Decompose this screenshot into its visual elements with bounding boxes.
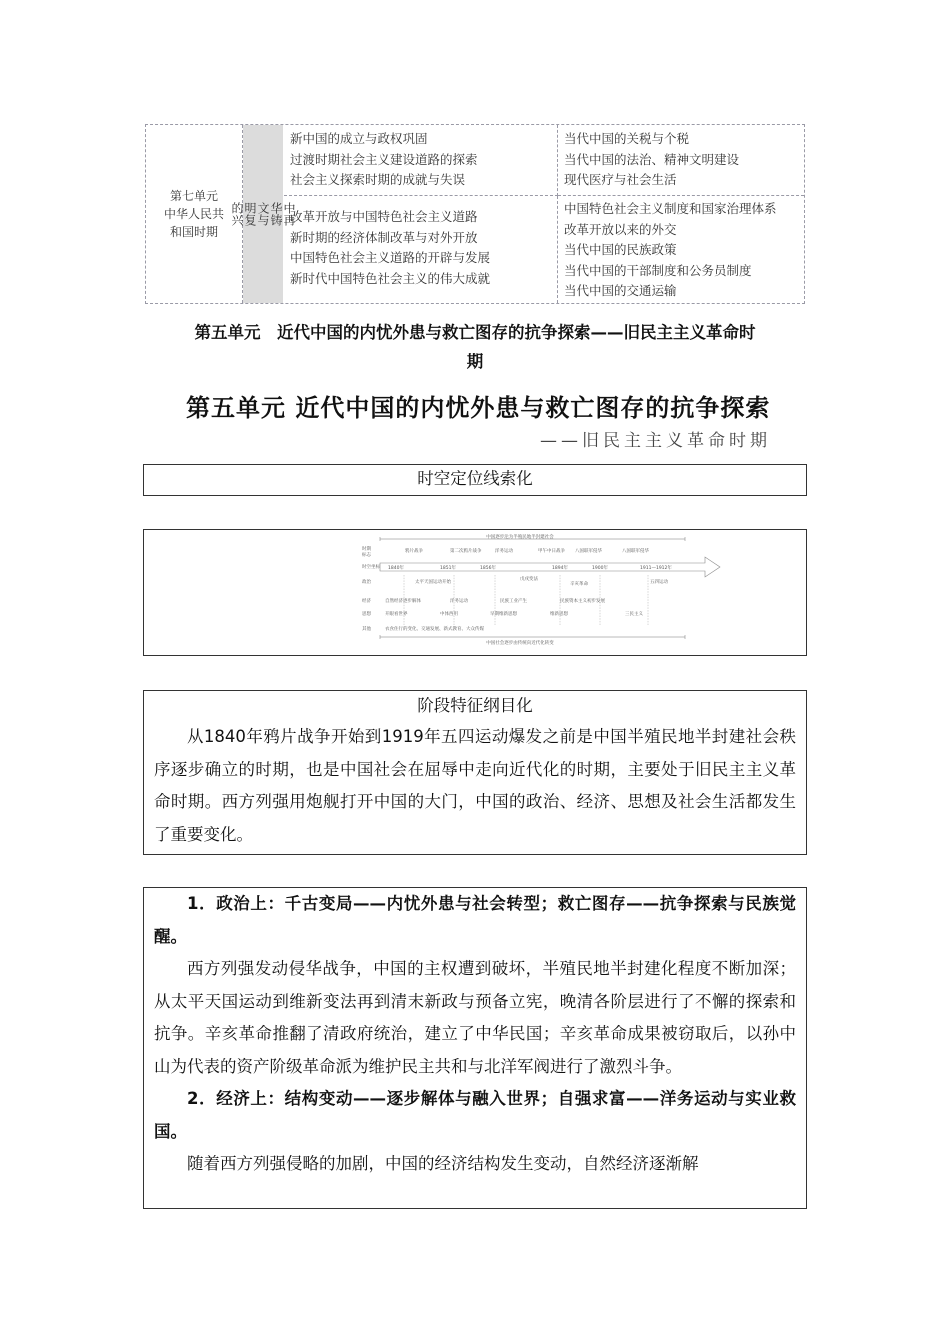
thought-label: 维新思想	[550, 612, 568, 617]
topic-item: 新时期的经济体制改革与对外开放	[290, 229, 478, 245]
stage-features-paragraph: 从1840年鸦片战争开始到1919年五四运动爆发之前是中国半殖民地半封建社会秩序逐步确立的时期，也是中国社会在屈辱中走向近代化的时期，主要处于旧民主主义革命时期。西方列强用炮舰打开中国的大门，中国的政治、经济、思想及社会生活都发生了重要变化。	[154, 727, 796, 844]
topic-item: 当代中国的民族政策	[564, 242, 677, 257]
theme-column: 中再	[282, 202, 296, 226]
politics-label: 辛亥革命	[570, 582, 588, 587]
topic-cell-bottom-right	[558, 196, 804, 303]
unit-heading	[145, 318, 805, 376]
timeline-title: 时空定位线索化	[417, 469, 533, 488]
row-label: 时空坐标	[362, 565, 380, 570]
bottom-label: 中国社会逐步由传统向近代化转变	[486, 641, 554, 646]
row-label: 思想	[362, 612, 371, 617]
sections-box	[143, 887, 807, 1209]
timeline-title-box	[143, 464, 807, 496]
topic-item: 当代中国的法治、精神文明建设	[564, 151, 740, 167]
topic-item: 现代医疗与社会生活	[564, 172, 677, 187]
theme-column: 明复	[243, 202, 257, 226]
unit-heading-line: 期	[466, 352, 484, 371]
year-label: 1911—1912年	[640, 566, 672, 571]
thought-label: 早期维新思想	[490, 612, 517, 617]
unit-label-line: 和国时期	[169, 225, 218, 239]
event-label: 鸦片战争	[405, 549, 423, 554]
thought-label: 中体西用	[440, 612, 458, 617]
event-label: 甲午中日战争	[538, 549, 565, 554]
economy-label: 民族资本主义初步发展	[560, 599, 605, 604]
topic-item: 改革开放以来的外交	[564, 221, 677, 237]
politics-label: 太平天国运动开始	[415, 580, 451, 585]
topic-item: 当代中国的干部制度和公务员制度	[564, 262, 752, 278]
section-heading: 1．政治上：千古变局——内忧外患与社会转型；救亡图存——抗争探索与民族觉醒。	[154, 894, 796, 946]
unit-label-cell	[146, 125, 243, 303]
topic-item: 社会主义探索时期的成就与失误	[290, 172, 466, 187]
top-label: 中国逐步沦为半殖民地半封建社会	[486, 535, 554, 540]
banner-subtitle: ——旧民主主义革命时期	[540, 431, 771, 451]
row-label: 经济	[362, 599, 371, 604]
unit-banner	[186, 388, 771, 452]
topic-item: 中国特色社会主义制度和国家治理体系	[564, 201, 777, 216]
timeline-figure-box	[143, 529, 807, 656]
row-label: 标志	[362, 553, 371, 558]
section-body: 随着西方列强侵略的加剧，中国的经济结构发生变动，自然经济逐渐解	[187, 1154, 699, 1173]
year-label: 1900年	[592, 566, 608, 571]
year-label: 1856年	[480, 566, 496, 571]
politics-label: 五四运动	[650, 580, 668, 585]
topic-item: 当代中国的关税与个税	[564, 131, 690, 146]
banner-title: 第五单元 近代中国的内忧外患与救亡图存的抗争探索	[186, 393, 771, 422]
topic-item: 新时代中国特色社会主义的伟大成就	[290, 270, 491, 286]
topic-cell-top-right	[558, 125, 804, 196]
section-heading: 2．经济上：结构变动——逐步解体与融入世界；自强求富——洋务运动与实业救国。	[154, 1089, 796, 1141]
event-label: 第二次鸦片战争	[450, 549, 482, 554]
unit-label-line: 第七单元	[169, 189, 218, 203]
politics-label: 戊戌变法	[520, 577, 538, 582]
timeline-figure	[360, 530, 740, 654]
event-label: 洋务运动	[495, 549, 513, 554]
event-label: 八国联军侵华	[622, 549, 649, 554]
unit-overview-table	[145, 124, 805, 304]
year-label: 1894年	[552, 566, 568, 571]
unit-label-line: 中华人民共	[163, 207, 224, 221]
thought-label: 开眼看世界	[385, 612, 408, 617]
row-label: 其他	[362, 627, 371, 632]
economy-label: 洋务运动	[450, 599, 468, 604]
unit-heading-line: 第五单元 近代中国的内忧外患与救亡图存的抗争探索——旧民主主义革命时	[194, 323, 756, 342]
topic-item: 中国特色社会主义道路的开辟与发展	[290, 250, 491, 265]
stage-features-box	[143, 690, 807, 855]
topic-item: 新中国的成立与政权巩固	[290, 131, 428, 146]
economy-label: 自然经济逐步解体	[385, 599, 421, 604]
other-label: 衣食住行的变化、交通发展、新式教育、大众传媒	[385, 627, 484, 632]
year-label: 1840年	[388, 566, 404, 571]
topic-item: 改革开放与中国特色社会主义道路	[290, 209, 478, 224]
row-label: 时期	[362, 547, 371, 552]
topic-item: 过渡时期社会主义建设道路的探索	[290, 151, 478, 167]
topic-cell-bottom-left	[284, 196, 558, 303]
economy-label: 民族工业产生	[500, 599, 527, 604]
theme-column: 华铸	[269, 202, 283, 226]
row-label: 政治	[362, 580, 371, 585]
event-label: 八国联军侵华	[575, 549, 602, 554]
theme-cell	[230, 125, 296, 303]
theme-column: 的兴	[230, 202, 244, 226]
topic-cell-top-left	[284, 125, 558, 196]
stage-features-title: 阶段特征纲目化	[417, 696, 533, 715]
thought-label: 三民主义	[625, 612, 643, 617]
topic-item: 当代中国的交通运输	[564, 283, 677, 298]
section-body: 西方列强发动侵华战争，中国的主权遭到破坏，半殖民地半封建化程度不断加深；从太平天国运动到维新变法再到清末新政与预备立宪，晚清各阶层进行了不懈的探索和抗争。辛亥革命推翻了清政府统治，建立了中华民国；辛亥革命成果被窃取后，以孙中山为代表的资产阶级革命派为维护民主共和与北洋军阀进行了激烈斗争。	[154, 959, 796, 1076]
theme-column: 文与	[256, 202, 270, 226]
year-label: 1851年	[440, 566, 456, 571]
